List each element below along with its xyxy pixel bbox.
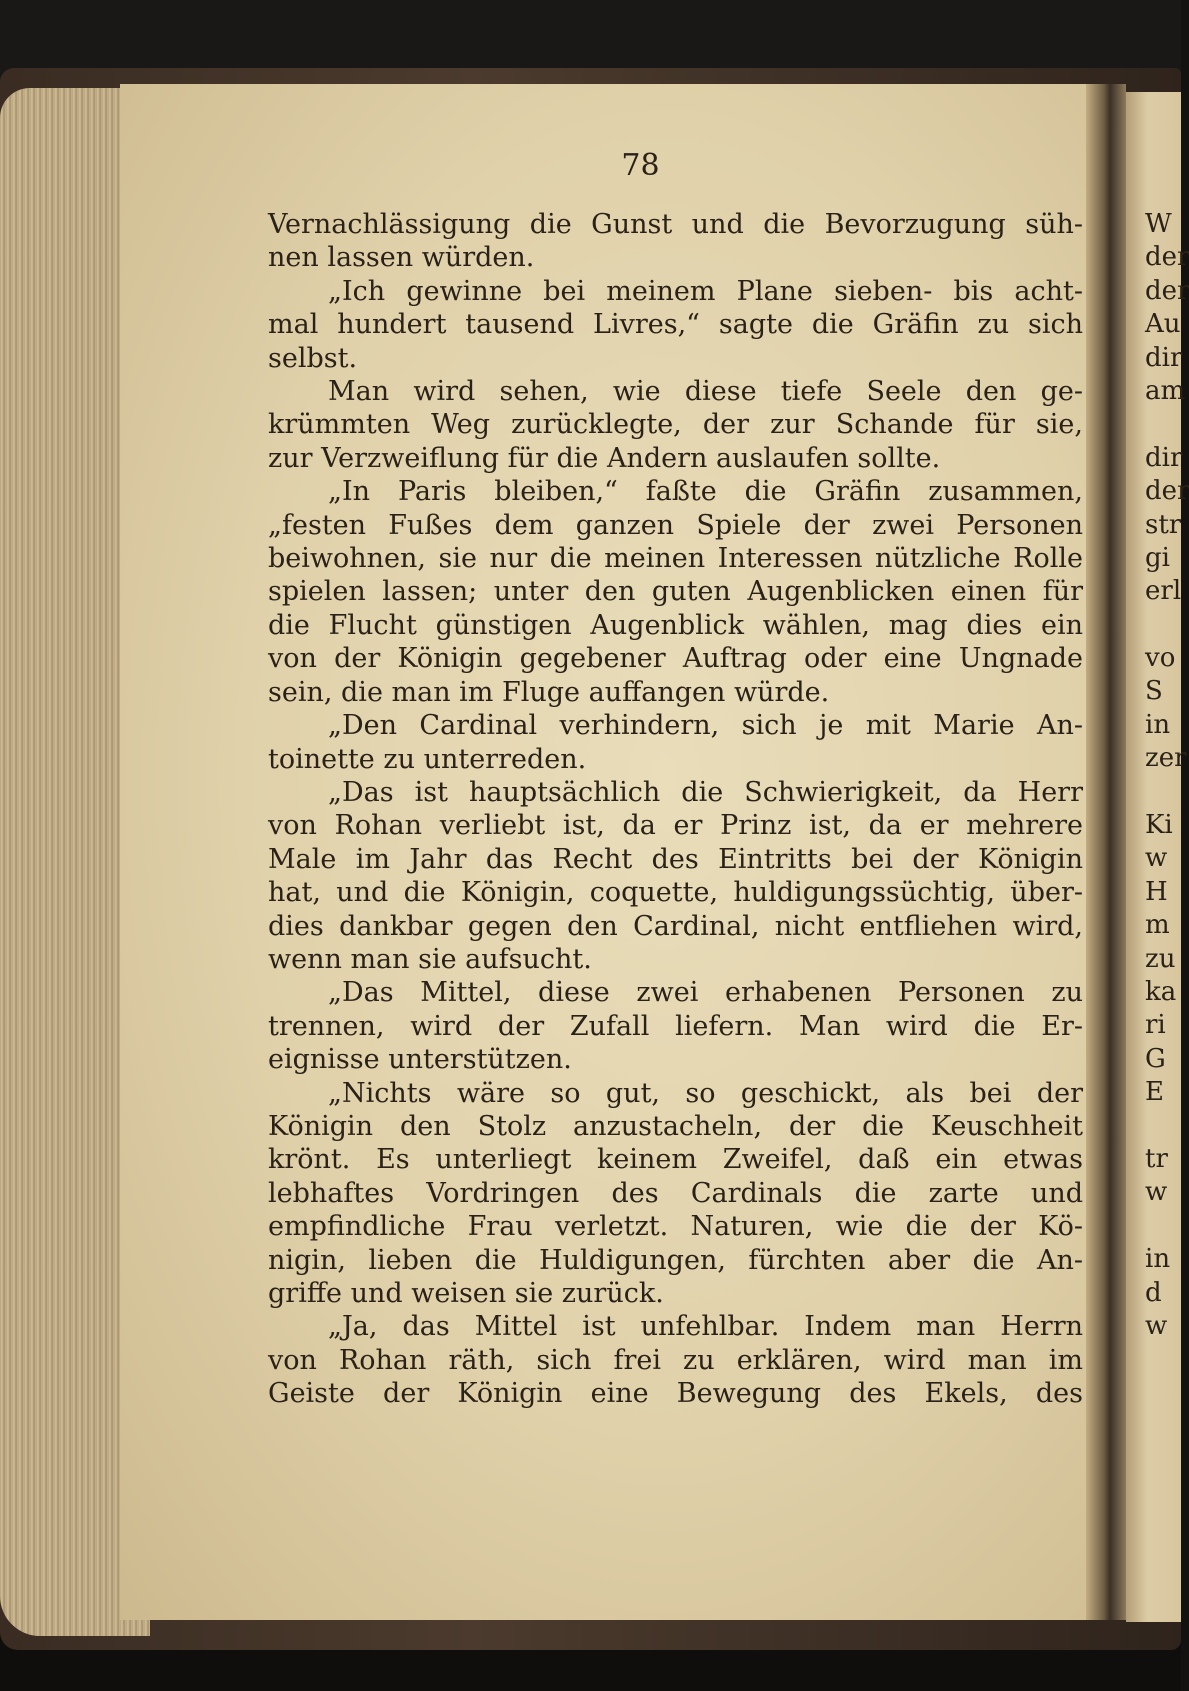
text-line: Male im Jahr das Recht des Eintritts bei der Königin [268, 843, 1083, 875]
facing-page-fragment: S [1145, 676, 1163, 707]
text-line: Vernachlässigung die Gunst und die Bevorzugung süh- [268, 209, 1083, 240]
facing-page-fragment: str [1145, 509, 1182, 540]
facing-page-fragment: E [1145, 1077, 1164, 1108]
page-text [268, 208, 1083, 1411]
text-line: nen lassen würden. [268, 242, 535, 274]
facing-page-fragment: W [1145, 209, 1172, 239]
text-line: empfindliche Frau verletzt. Naturen, wie die der Kö- [268, 1211, 1083, 1243]
facing-page-fragment: in [1145, 1244, 1171, 1275]
facing-page-fragment: d [1145, 1277, 1162, 1308]
text-line: hat, und die Königin, coquette, huldigungssüchtig, über- [268, 877, 1083, 909]
text-line: „Das ist hauptsächlich die Schwierigkeit, da Herr [328, 776, 1083, 808]
facing-page-fragment: G [1145, 1043, 1166, 1074]
facing-page-fragment: am [1145, 375, 1186, 406]
text-line: von Rohan verliebt ist, da er Prinz ist, da er mehrere [268, 810, 1083, 842]
text-line: selbst. [268, 342, 358, 374]
text-line: griffe und weisen sie zurück. [268, 1278, 664, 1309]
facing-page-fragment: tr [1145, 1143, 1168, 1174]
text-line: sein, die man im Fluge auffangen würde. [268, 676, 830, 708]
facing-page-fragment [1145, 776, 1185, 809]
facing-page-fragment: w [1145, 1310, 1168, 1341]
facing-page-fragment: H [1145, 876, 1168, 907]
text-line: dies dankbar gegen den Cardinal, nicht entfliehen wird, [268, 910, 1083, 942]
text-line: Geiste der Königin eine Bewegung des Ekels, des [268, 1378, 1083, 1410]
facing-page-fragment: w [1145, 843, 1168, 874]
text-line: von Rohan räth, sich frei zu erklären, wird man im [268, 1344, 1083, 1376]
text-line: von der Königin gegebener Auftrag oder eine Ungnade [268, 643, 1083, 675]
facing-page-fragment [1145, 1110, 1185, 1143]
text-line: „Nichts wäre so gut, so geschickt, als bei der [328, 1077, 1083, 1109]
text-line: wenn man sie aufsucht. [268, 943, 592, 975]
text-line: zur Verzweiflung für die Andern auslaufen sollte. [268, 442, 941, 474]
facing-page-fragment [1145, 1210, 1185, 1243]
facing-page-fragment: ka [1145, 976, 1177, 1007]
text-line: nigin, lieben die Huldigungen, fürchten aber die An- [268, 1244, 1083, 1276]
facing-page-fragment: dir [1145, 342, 1183, 373]
facing-page-fragment: zu [1145, 943, 1176, 974]
facing-page-fragment [1145, 609, 1185, 642]
text-line: „Den Cardinal verhindern, sich je mit Marie An- [328, 710, 1083, 742]
facing-page-fragment: in [1145, 709, 1171, 740]
facing-page-fragment: m [1145, 910, 1170, 941]
facing-page-fragment: der [1145, 476, 1189, 507]
text-line: mal hundert tausend Livres,“ sagte die Gräfin zu sich [268, 309, 1083, 341]
text-line: „In Paris bleiben,“ faßte die Gräfin zusammen, [328, 476, 1083, 508]
text-line: „Ja, das Mittel ist unfehlbar. Indem man Herrn [328, 1311, 1083, 1343]
facing-page-fragment: vo [1145, 643, 1176, 674]
text-line: eignisse unterstützen. [268, 1044, 572, 1076]
facing-page-text [1145, 208, 1189, 1343]
facing-page-fragment: zer [1145, 743, 1187, 774]
facing-page-fragment: der [1145, 275, 1189, 306]
facing-page-fragment: Ki [1145, 810, 1173, 841]
facing-page-fragment: ri [1145, 1010, 1166, 1041]
text-line: die Flucht günstigen Augenblick wählen, mag dies ein [268, 609, 1083, 641]
text-line: „festen Fußes dem ganzen Spiele der zwei Personen [268, 509, 1083, 541]
facing-page-fragment: der [1145, 242, 1189, 273]
facing-page-fragment: Au [1145, 309, 1181, 340]
facing-page-fragment [1145, 408, 1185, 441]
text-line: Königin den Stolz anzustacheln, der die Keuschheit [268, 1110, 1083, 1142]
text-line: lebhaftes Vordringen des Cardinals die zarte und [268, 1177, 1083, 1209]
facing-page-fragment: erl [1145, 576, 1182, 607]
text-line: „Ich gewinne bei meinem Plane sieben- bis acht- [328, 275, 1083, 307]
text-line: toinette zu unterreden. [268, 743, 587, 775]
page-number: 78 [621, 148, 660, 183]
text-line: spielen lassen; unter den guten Augenblicken einen für [268, 576, 1083, 608]
text-line: „Das Mittel, diese zwei erhabenen Personen zu [328, 977, 1083, 1009]
text-line: beiwohnen, sie nur die meinen Interessen nützliche Rolle [268, 543, 1083, 575]
facing-page-fragment: w [1145, 1177, 1168, 1208]
facing-page-fragment: dir [1145, 442, 1183, 473]
facing-page-fragment: gi [1145, 542, 1170, 573]
text-line: Man wird sehen, wie diese tiefe Seele den ge- [328, 376, 1083, 408]
book-gutter [1086, 84, 1126, 1620]
text-line: krümmten Weg zurücklegte, der zur Schande für sie, [268, 409, 1083, 441]
text-line: trennen, wird der Zufall liefern. Man wird die Er- [268, 1010, 1083, 1042]
text-line: krönt. Es unterliegt keinem Zweifel, daß ein etwas [268, 1144, 1083, 1176]
